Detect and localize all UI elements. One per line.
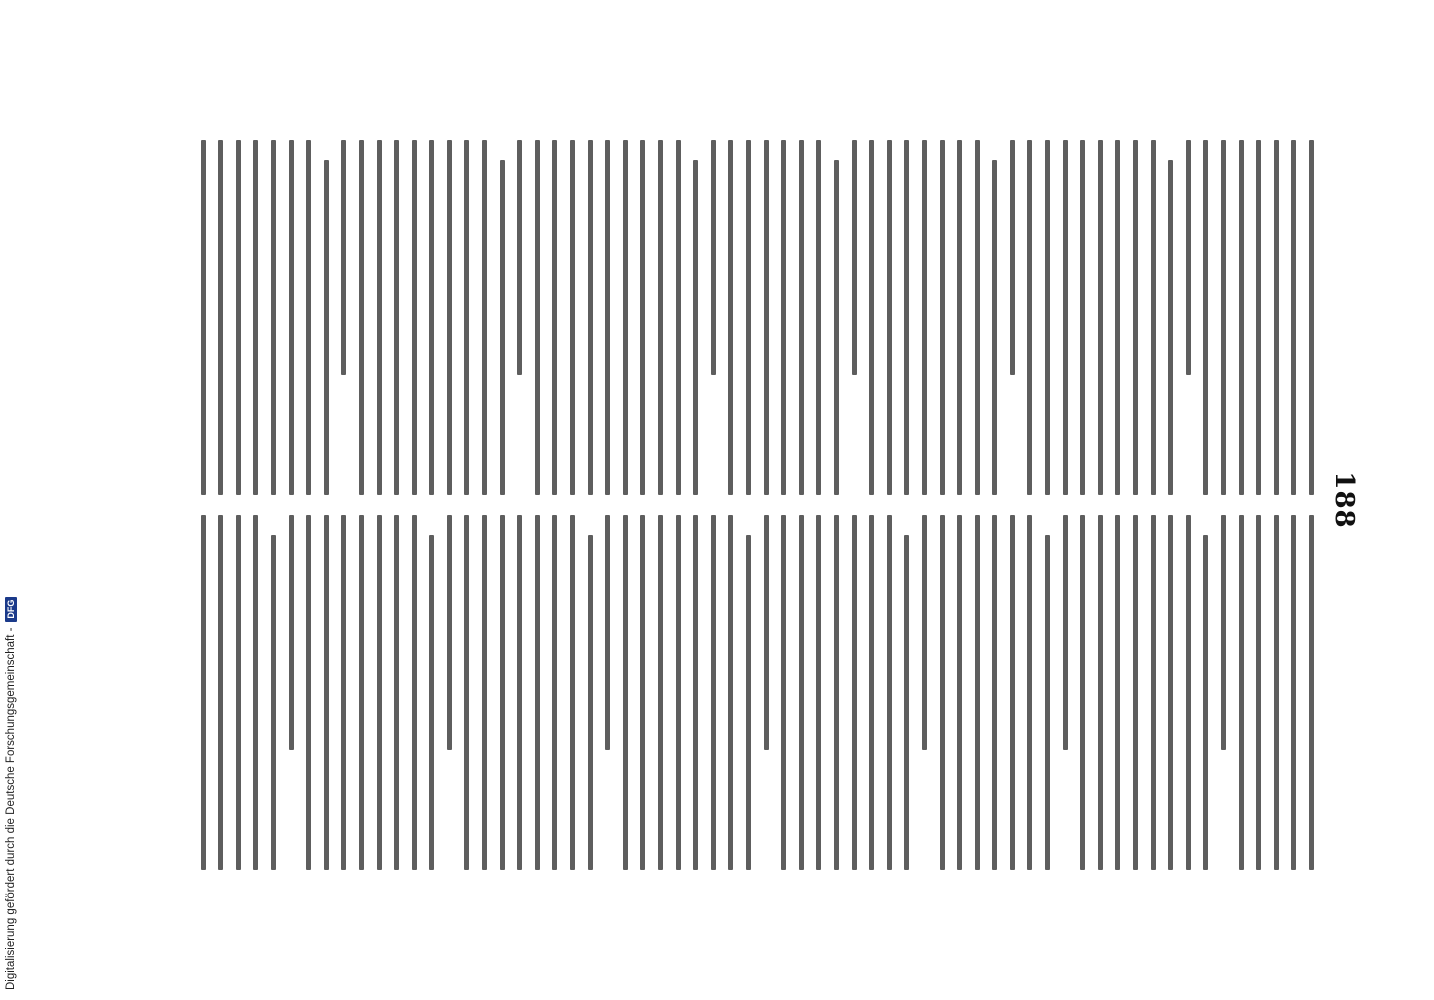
text-line bbox=[1133, 140, 1138, 495]
text-line bbox=[394, 140, 399, 495]
text-line bbox=[1274, 515, 1279, 870]
text-line bbox=[658, 140, 663, 495]
text-line bbox=[570, 515, 575, 870]
text-line bbox=[359, 140, 364, 495]
text-line bbox=[1151, 515, 1156, 870]
text-line bbox=[640, 515, 645, 870]
text-line bbox=[992, 160, 997, 495]
text-line bbox=[869, 515, 874, 870]
text-line bbox=[605, 515, 610, 750]
text-line bbox=[1239, 515, 1244, 870]
text-line bbox=[1291, 140, 1296, 495]
text-line bbox=[447, 515, 452, 750]
text-line bbox=[377, 140, 382, 495]
text-line bbox=[623, 515, 628, 870]
text-line bbox=[253, 140, 258, 495]
text-line bbox=[1098, 140, 1103, 495]
text-line bbox=[1168, 515, 1173, 870]
text-line bbox=[676, 515, 681, 870]
text-line bbox=[500, 515, 505, 870]
text-line bbox=[552, 515, 557, 870]
text-line bbox=[764, 515, 769, 750]
text-line bbox=[465, 515, 470, 870]
text-line bbox=[1028, 140, 1033, 495]
text-line bbox=[1239, 140, 1244, 495]
text-line bbox=[887, 515, 892, 870]
text-line bbox=[1010, 515, 1015, 870]
text-line bbox=[412, 515, 417, 870]
text-line bbox=[570, 140, 575, 495]
text-line bbox=[201, 515, 206, 870]
page-number: 188 bbox=[1329, 471, 1359, 529]
text-line bbox=[394, 515, 399, 870]
text-line bbox=[904, 535, 909, 870]
text-line bbox=[377, 515, 382, 870]
text-line bbox=[834, 160, 839, 495]
text-line bbox=[1098, 515, 1103, 870]
text-line bbox=[517, 140, 522, 375]
text-line bbox=[359, 515, 364, 870]
text-line bbox=[341, 140, 346, 375]
text-line bbox=[711, 515, 716, 870]
text-line bbox=[429, 535, 434, 870]
text-column-right bbox=[144, 515, 1314, 870]
text-line bbox=[324, 515, 329, 870]
text-line bbox=[429, 140, 434, 495]
text-line bbox=[1133, 515, 1138, 870]
text-line bbox=[201, 140, 206, 495]
text-line bbox=[236, 140, 241, 495]
text-line bbox=[482, 515, 487, 870]
text-line bbox=[1151, 140, 1156, 495]
text-line bbox=[728, 140, 733, 495]
text-line bbox=[552, 140, 557, 495]
text-line bbox=[975, 140, 980, 495]
text-line bbox=[1115, 140, 1120, 495]
text-line bbox=[218, 515, 223, 870]
text-line bbox=[1168, 160, 1173, 495]
text-line bbox=[764, 140, 769, 495]
text-line bbox=[781, 140, 786, 495]
text-line bbox=[535, 140, 540, 495]
text-line bbox=[306, 515, 311, 870]
text-line bbox=[1045, 140, 1050, 495]
text-line bbox=[887, 140, 892, 495]
text-line bbox=[1010, 140, 1015, 375]
text-column-left bbox=[144, 140, 1314, 495]
text-line bbox=[465, 140, 470, 495]
text-line bbox=[746, 140, 751, 495]
text-line bbox=[1274, 140, 1279, 495]
text-line bbox=[588, 140, 593, 495]
text-line bbox=[676, 140, 681, 495]
text-line bbox=[799, 140, 804, 495]
text-line bbox=[728, 515, 733, 870]
text-line bbox=[922, 515, 927, 750]
text-line bbox=[1309, 515, 1314, 870]
text-line bbox=[1115, 515, 1120, 870]
text-line bbox=[799, 515, 804, 870]
text-line bbox=[253, 515, 258, 870]
text-line bbox=[289, 515, 294, 750]
text-line bbox=[324, 160, 329, 495]
text-line bbox=[693, 160, 698, 495]
text-line bbox=[605, 140, 610, 495]
text-line bbox=[640, 140, 645, 495]
text-line bbox=[517, 515, 522, 870]
text-line bbox=[1256, 140, 1261, 495]
text-line bbox=[1080, 515, 1085, 870]
text-line bbox=[1309, 140, 1314, 495]
text-line bbox=[1256, 515, 1261, 870]
text-line bbox=[816, 515, 821, 870]
text-line bbox=[588, 535, 593, 870]
text-line bbox=[236, 515, 241, 870]
text-line bbox=[1291, 515, 1296, 870]
text-line bbox=[658, 515, 663, 870]
text-line bbox=[711, 140, 716, 375]
dfg-logo: DFG bbox=[5, 597, 17, 622]
text-line bbox=[816, 140, 821, 495]
text-line bbox=[1028, 515, 1033, 870]
text-line bbox=[535, 515, 540, 870]
text-line bbox=[904, 140, 909, 495]
text-line bbox=[746, 535, 751, 870]
text-line bbox=[852, 140, 857, 375]
text-line bbox=[869, 140, 874, 495]
text-line bbox=[1221, 140, 1226, 495]
text-line bbox=[957, 140, 962, 495]
text-line bbox=[1063, 140, 1068, 495]
text-line bbox=[1045, 535, 1050, 870]
text-line bbox=[693, 515, 698, 870]
text-line bbox=[447, 140, 452, 495]
text-line bbox=[992, 515, 997, 870]
text-line bbox=[341, 515, 346, 870]
text-line bbox=[218, 140, 223, 495]
text-line bbox=[623, 140, 628, 495]
text-line bbox=[1203, 140, 1208, 495]
text-line bbox=[975, 515, 980, 870]
text-line bbox=[1080, 140, 1085, 495]
text-line bbox=[1203, 535, 1208, 870]
text-line bbox=[1186, 515, 1191, 870]
text-line bbox=[834, 515, 839, 870]
text-line bbox=[940, 140, 945, 495]
text-line bbox=[940, 515, 945, 870]
text-line bbox=[1063, 515, 1068, 750]
text-line bbox=[781, 515, 786, 870]
text-line bbox=[412, 140, 417, 495]
credit-text: Digitalisierung gefördert durch die Deutsche Forschungsgemeinschaft - bbox=[5, 627, 17, 990]
text-line bbox=[1186, 140, 1191, 375]
text-line bbox=[289, 140, 294, 495]
text-line bbox=[271, 535, 276, 870]
text-line bbox=[482, 140, 487, 495]
text-line bbox=[957, 515, 962, 870]
digitization-credit bbox=[0, 600, 22, 990]
text-line bbox=[500, 160, 505, 495]
text-line bbox=[852, 515, 857, 870]
text-line bbox=[922, 140, 927, 495]
text-line bbox=[1221, 515, 1226, 750]
text-line bbox=[271, 140, 276, 495]
text-line bbox=[306, 140, 311, 495]
